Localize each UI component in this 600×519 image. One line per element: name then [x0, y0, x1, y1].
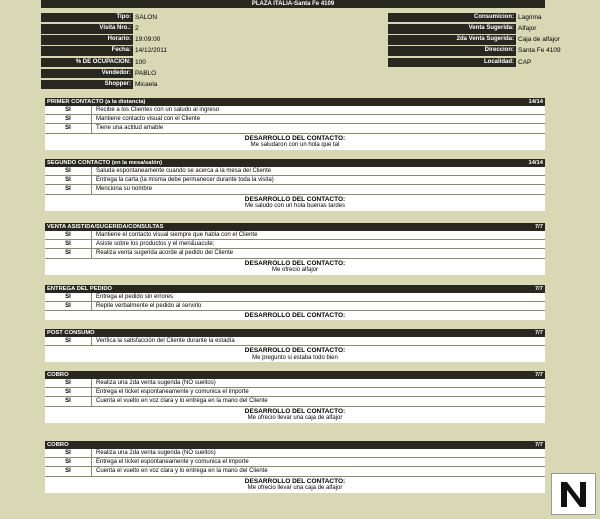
section-rows	[45, 167, 545, 211]
item-criterion: Realiza una 2da venta sugerida (NO sueltos)	[96, 380, 216, 386]
item-answer: SI	[45, 185, 92, 193]
item-criterion: Cuenta el vuelto en voz clara y lo entrega en la mano del Cliente	[96, 398, 268, 405]
evaluation-section	[45, 223, 545, 275]
item-criterion: Entrega el ticket espontaneamente y comunica el importe	[96, 459, 249, 466]
section-title: COBRO	[47, 442, 69, 448]
info-value: Caja de alfajor	[518, 36, 560, 44]
contact-development	[45, 195, 545, 211]
contact-development-text: Me saludaron con un hola que tal	[250, 142, 340, 149]
section-score: 7/7	[534, 372, 543, 378]
item-answer: SI	[45, 176, 92, 184]
info-row	[41, 68, 167, 79]
item-criterion: Verifica la satisfacción del Cliente durante la estadía	[96, 338, 235, 344]
visit-info-right	[388, 12, 561, 68]
info-value: Alfajor	[518, 25, 537, 33]
section-rows	[45, 231, 545, 275]
info-label: Fecha:	[41, 46, 133, 56]
contact-development	[45, 477, 545, 493]
info-row	[41, 79, 167, 90]
item-criterion: Cuenta el vuelto en voz clara y lo entrega en la mano del Cliente	[96, 468, 268, 475]
contact-development-text: Me saludo con un hola buenas tardes	[244, 203, 346, 210]
section-header	[45, 371, 545, 379]
info-label: Tipo:	[41, 13, 133, 23]
info-label: Vendedor:	[41, 69, 133, 79]
evaluation-section	[45, 98, 545, 150]
contact-development-label: DESARROLLO DEL CONTACTO:	[244, 347, 346, 355]
page-title: PLAZA ITALIA-Santa Fe 4109	[41, 0, 545, 8]
section-score: 14/14	[528, 99, 543, 105]
info-label: Localidad:	[388, 58, 516, 68]
item-answer: SI	[45, 240, 92, 248]
info-value: CAP	[518, 58, 532, 66]
section-score: 14/14	[528, 160, 543, 166]
item-answer: SI	[45, 467, 92, 475]
section-rows	[45, 449, 545, 493]
info-row	[41, 12, 167, 23]
section-rows	[45, 293, 545, 320]
section-header	[45, 223, 545, 231]
item-criterion: Menciona su nombre	[96, 186, 153, 193]
section-title: POST CONSUMO	[47, 330, 95, 336]
section-title: VENTA ASISTIDA/SUGERIDA/CONSULTAS	[47, 224, 164, 230]
info-value: Santa Fe 4109	[518, 47, 561, 55]
info-label: Direccion:	[388, 46, 516, 56]
info-label: % DE OCUPACION:	[41, 58, 133, 68]
item-answer: SI	[45, 293, 92, 301]
item-criterion: Asiste sobre los productos y el men&uacute;	[96, 241, 215, 248]
section-score: 7/7	[534, 286, 543, 292]
item-answer: SI	[45, 388, 92, 396]
info-value: 19:09:00	[135, 36, 161, 44]
info-row	[388, 23, 561, 34]
section-rows	[45, 106, 545, 150]
table-row	[45, 302, 545, 311]
table-row	[45, 449, 545, 458]
contact-development	[45, 407, 545, 423]
contact-development-text: Me ofrecio llevar una caja de alfajor	[247, 485, 343, 492]
table-row	[45, 231, 545, 240]
item-criterion: Repite verbalmente el pedido al servirlo	[96, 303, 202, 310]
table-row	[45, 293, 545, 302]
contact-development-text: Me ofrecio alfajor	[271, 267, 319, 274]
table-row	[45, 467, 545, 476]
evaluation-section	[45, 285, 545, 320]
info-row	[41, 57, 167, 68]
section-header	[45, 441, 545, 449]
section-score: 7/7	[534, 224, 543, 230]
table-row	[45, 240, 545, 249]
contact-development-label: DESARROLLO DEL CONTACTO:	[244, 259, 346, 267]
table-row	[45, 249, 545, 258]
table-row	[45, 388, 545, 397]
info-label: Venta Sugerida:	[388, 24, 516, 34]
table-row	[45, 397, 545, 406]
evaluation-section	[45, 159, 545, 211]
info-row	[41, 46, 167, 57]
item-answer: SI	[45, 458, 92, 466]
contact-development	[45, 259, 545, 275]
section-header	[45, 285, 545, 293]
item-answer: SI	[45, 449, 92, 457]
contact-development-text: Me ofrecio llevar una caja de alfajor	[247, 415, 343, 422]
item-answer: SI	[45, 397, 92, 405]
item-criterion: Entrega el pedido sin errores	[96, 294, 174, 300]
info-row	[41, 34, 167, 45]
evaluation-section	[45, 371, 545, 423]
evaluation-section	[45, 329, 545, 362]
contact-development-label: DESARROLLO DEL CONTACTO:	[244, 477, 346, 485]
contact-development-label: DESARROLLO DEL CONTACTO:	[244, 134, 346, 142]
item-answer: SI	[45, 115, 92, 123]
item-criterion: Saluda espontaneamente cuando se acerca a la mesa del Cliente	[96, 168, 272, 174]
table-row	[45, 115, 545, 124]
item-answer: SI	[45, 379, 92, 387]
item-answer: SI	[45, 124, 92, 132]
info-row	[388, 12, 561, 23]
contact-development-text: Me pregunto si estaba todo bien	[252, 354, 338, 361]
item-criterion: Tiene una actitud amable	[96, 125, 164, 132]
contact-development	[45, 134, 545, 150]
contact-development-label: DESARROLLO DEL CONTACTO:	[244, 407, 346, 415]
item-criterion: Entrega el ticket espontaneamente y comunica el importe	[96, 389, 249, 396]
table-row	[45, 337, 545, 346]
section-header	[45, 329, 545, 337]
contact-development	[45, 311, 545, 320]
section-rows	[45, 379, 545, 423]
table-row	[45, 106, 545, 115]
info-label: Shopper:	[41, 80, 133, 90]
info-value: 14/12/2011	[135, 47, 168, 55]
info-value: Micaela	[135, 80, 158, 88]
info-row	[41, 23, 167, 34]
table-row	[45, 458, 545, 467]
section-title: PRIMER CONTACTO (a la distancia)	[47, 99, 146, 105]
table-row	[45, 379, 545, 388]
info-label: Consumicion:	[388, 13, 516, 23]
section-title: ENTREGA DEL PEDIDO	[47, 286, 113, 292]
info-value: SALON	[135, 13, 158, 21]
item-answer: SI	[45, 231, 92, 239]
table-row	[45, 167, 545, 176]
item-answer: SI	[45, 302, 92, 310]
item-answer: SI	[45, 106, 92, 114]
info-row	[388, 57, 561, 68]
table-row	[45, 185, 545, 194]
visit-info-left	[41, 12, 167, 90]
item-criterion: Recibe a los Clientes con un saludo al ingreso	[96, 107, 220, 113]
section-title: COBRO	[47, 372, 69, 378]
info-value: Lagrima	[518, 13, 542, 21]
section-title: SEGUNDO CONTACTO (en la mesa/salón)	[47, 160, 163, 166]
section-score: 7/7	[534, 330, 543, 336]
item-criterion: Entrega la carta (la misma debe permanecer durante toda la visita)	[96, 177, 274, 184]
info-value: 2	[135, 25, 139, 33]
item-criterion: Mantiene contacto visual con el Cliente	[96, 116, 201, 123]
info-value: PABLO	[135, 69, 157, 77]
contact-development-label: DESARROLLO DEL CONTACTO:	[244, 195, 346, 203]
item-criterion: Mantiene el contacto visual siempre que habla con el Cliente	[96, 232, 258, 238]
item-answer: SI	[45, 167, 92, 175]
section-score: 7/7	[534, 442, 543, 448]
contact-development	[45, 346, 545, 362]
info-label: Visita Nro.:	[41, 24, 133, 34]
item-criterion: Realiza una 2da venta sugerida (NO sueltos)	[96, 450, 216, 456]
section-rows	[45, 337, 545, 362]
n-logo-icon	[551, 473, 596, 515]
info-label: 2da Venta Sugerida:	[388, 35, 516, 45]
info-row	[388, 46, 561, 57]
evaluation-section	[45, 441, 545, 493]
section-header	[45, 98, 545, 106]
section-header	[45, 159, 545, 167]
contact-development-label: DESARROLLO DEL CONTACTO:	[244, 312, 346, 320]
table-row	[45, 176, 545, 185]
item-answer: SI	[45, 337, 92, 345]
info-row	[388, 34, 561, 45]
info-label: Horario:	[41, 35, 133, 45]
item-answer: SI	[45, 249, 92, 257]
item-criterion: Realiza venta sugerida acorde al pedido del Cliente	[96, 250, 234, 257]
table-row	[45, 124, 545, 133]
info-value: 100	[135, 58, 146, 66]
